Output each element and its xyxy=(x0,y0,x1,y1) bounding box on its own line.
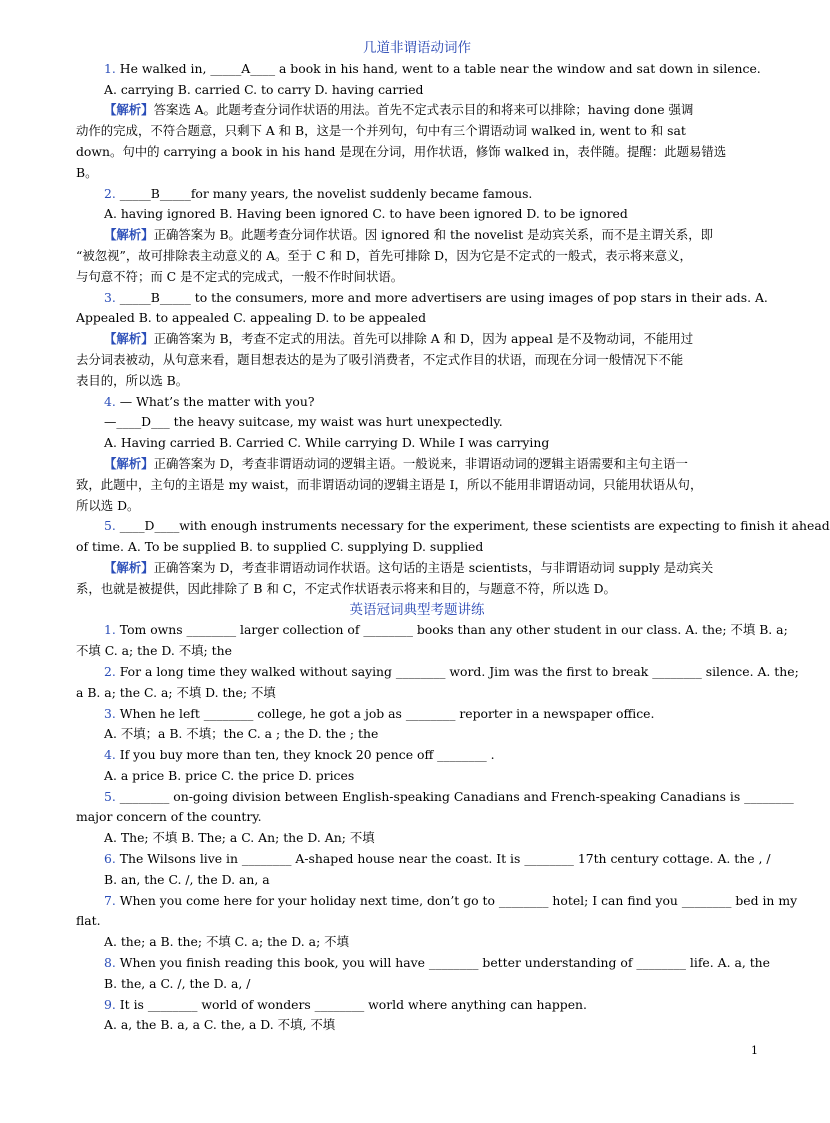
article-question-line: flat. xyxy=(76,913,101,929)
article-question-line: B. the, a C. /, the D. a, / xyxy=(104,975,251,991)
question-number: 9. xyxy=(104,996,116,1012)
question-number: 6. xyxy=(104,851,116,867)
document-page xyxy=(76,38,830,1036)
article-question: 3. When he left ________ college, he got a job as ________ reporter in a newspaper office. xyxy=(104,705,655,721)
article-question: A. the; a B. the; 不填 C. a; the D. a; 不填 xyxy=(104,934,349,950)
article-question-line: 不填 C. a; the D. 不填; the xyxy=(76,643,232,659)
section-title-articles: 英语冠词典型考题讲练 xyxy=(349,601,485,618)
article-question: 2. For a long time they walked without saying ________ word. Jim was the first to break ________ silence. A. the; xyxy=(104,663,799,679)
analysis-2-line: 与句意不符；而 C 是不定式的完成式，一般不作时间状语。 xyxy=(76,268,404,284)
article-question: 6. The Wilsons live in ________ A-shaped house near the coast. It is ________ 17th century cottage. A. the , / xyxy=(104,851,771,867)
analysis-3-line: 表目的，所以选 B。 xyxy=(76,372,189,388)
article-questions xyxy=(76,620,799,1036)
question-number: 4. xyxy=(104,747,116,763)
question-number: 7. xyxy=(104,892,116,908)
analysis-2-line: “被忽视”，故可排除表主动意义的 A。至于 C 和 D，首先可排除 D，因为它是不定式的一般式，表示将来意义， xyxy=(76,247,692,263)
analysis-2: 【解析】正确答案为 B。此题考查分词作状语。因 ignored 和 the novelist 是动宾关系，而不是主谓关系，即 xyxy=(104,227,714,243)
question-1-options: A. carrying B. carried C. to carry D. having carried xyxy=(104,81,424,97)
analysis-4-line: 所以选 D。 xyxy=(76,497,140,513)
question-4-response: —____D___ the heavy suitcase, my waist was hurt unexpectedly. xyxy=(104,414,503,430)
article-question: 4. If you buy more than ten, they knock 20 pence off ________ . xyxy=(104,747,495,763)
article-question: 8. When you finish reading this book, you will have ________ better understanding of ________ life. A. a, the xyxy=(104,955,770,971)
article-question-line: A. The; 不填 B. The; a C. An; the D. An; 不填 xyxy=(104,830,375,846)
article-question: 1. Tom owns ________ larger collection of ________ books than any other student in our class. A. the; 不填 B. a; xyxy=(104,622,788,638)
analysis-1-line: down。句中的 carrying a book in his hand 是现在分词，用作状语，修饰 walked in，表伴随。提醒：此题易错选 xyxy=(76,143,727,159)
question-4: 4. — What’s the matter with you? xyxy=(104,393,315,409)
question-number: 8. xyxy=(104,955,116,971)
question-5: 5. ____D____with enough instruments necessary for the experiment, these scientists are expecting to finish it ahead xyxy=(104,518,830,534)
article-question-line: a B. a; the C. a; 不填 D. the; 不填 xyxy=(76,684,276,700)
analysis-4-line: 致，此题中，主句的主语是 my waist，而非谓语动词的逻辑主语是 I，所以不能用非谓语动词，只能用状语从句， xyxy=(76,476,703,492)
article-question: 7. When you come here for your holiday next time, don’t go to ________ hotel; I can find you ________ bed in my xyxy=(104,892,798,908)
question-number: 5. xyxy=(104,788,116,804)
question-3: 3. _____B_____ to the consumers, more and more advertisers are using images of pop stars in their ads. A. xyxy=(104,289,768,305)
analysis-3-line: 去分词表被动，从句意来看，题目想表达的是为了吸引消费者，不定式作目的状语，而现在分词一般情况下不能 xyxy=(76,351,684,367)
question-3-options: Appealed B. to appealed C. appealing D. to be appealed xyxy=(76,310,427,326)
article-question: 5. ________ on-going division between English-speaking Canadians and French-speaking Canadians is ________ xyxy=(104,788,794,804)
question-number: 1. xyxy=(104,60,116,76)
question-number: 2. xyxy=(104,663,116,679)
page-number: 1 xyxy=(751,1044,758,1057)
analysis-1-line: 动作的完成，不符合题意，只剩下 A 和 B，这是一个并列句，句中有三个谓语动词 walked in, went to 和 sat xyxy=(76,123,686,139)
article-question-line: A. a price B. price C. the price D. prices xyxy=(104,767,355,783)
analysis-5-line: 系，也就是被提供，因此排除了 B 和 C，不定式作状语表示将来和目的，与题意不符，所以选 D。 xyxy=(76,580,616,596)
article-question-line: B. an, the C. /, the D. an, a xyxy=(104,871,270,887)
article-question: 9. It is ________ world of wonders ________ world where anything can happen. xyxy=(104,996,587,1012)
article-question-line: A. a, the B. a, a C. the, a D. 不填, 不填 xyxy=(104,1017,336,1033)
analysis-1-line: B。 xyxy=(76,164,98,180)
section-title-nonfinite: 几道非谓语动词作 xyxy=(363,40,471,56)
question-number: 1. xyxy=(104,622,116,638)
question-5-options: of time. A. To be supplied B. to supplied C. supplying D. supplied xyxy=(76,539,484,555)
question-4-options: A. Having carried B. Carried C. While carrying D. While I was carrying xyxy=(104,435,550,451)
article-question-line: major concern of the country. xyxy=(76,809,262,825)
article-question-line: A. 不填；a B. 不填；the C. a ; the D. the ; the xyxy=(104,726,379,742)
question-number: 3. xyxy=(104,705,116,721)
question-1: 1. He walked in, _____A____ a book in his hand, went to a table near the window and sat down in silence. xyxy=(104,60,761,76)
analysis-3: 【解析】正确答案为 B，考查不定式的用法。首先可以排除 A 和 D，因为 appeal 是不及物动词，不能用过 xyxy=(104,331,694,347)
analysis-1: 【解析】答案选 A。此题考查分词作状语的用法。首先不定式表示目的和将来可以排除；having done 强调 xyxy=(104,102,694,118)
question-2: 2. _____B_____for many years, the novelist suddenly became famous. xyxy=(104,185,533,201)
analysis-4: 【解析】正确答案为 D，考查非谓语动词的逻辑主语。一般说来，非谓语动词的逻辑主语需要和主句主语一 xyxy=(104,455,688,471)
question-2-options: A. having ignored B. Having been ignored C. to have been ignored D. to be ignored xyxy=(104,206,628,222)
analysis-5: 【解析】正确答案为 D，考查非谓语动词作状语。这句话的主语是 scientists，与非谓语动词 supply 是动宾关 xyxy=(104,559,714,575)
